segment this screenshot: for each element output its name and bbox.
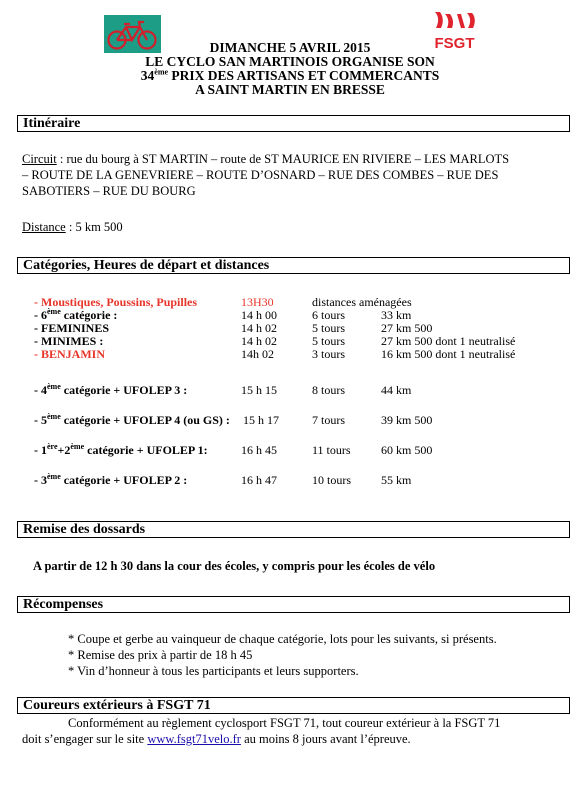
section-dossards: Remise des dossards bbox=[17, 521, 570, 538]
list-item: * Vin d’honneur à tous les participants et leurs supporters. bbox=[68, 664, 359, 678]
recompenses-list bbox=[68, 631, 497, 679]
section-recompenses: Récompenses bbox=[17, 596, 570, 613]
fsgt71-website-link[interactable]: www.fsgt71velo.fr bbox=[147, 732, 241, 746]
distance-text: Distance : 5 km 500 bbox=[22, 220, 123, 234]
header-date: DIMANCHE 5 AVRIL 2015 bbox=[209, 40, 371, 55]
fsgt-logo-text: FSGT bbox=[434, 35, 475, 52]
section-categories: Catégories, Heures de départ et distances bbox=[17, 257, 570, 274]
section-itineraire: Itinéraire bbox=[17, 115, 570, 132]
header-prix: 34ème PRIX DES ARTISANS ET COMMERCANTS bbox=[140, 67, 440, 83]
dossards-text: A partir de 12 h 30 dans la cour des écoles, y compris pour les écoles de vélo bbox=[33, 559, 436, 573]
list-item: * Remise des prix à partir de 18 h 45 bbox=[68, 648, 253, 662]
header-location: A SAINT MARTIN EN BRESSE bbox=[195, 82, 385, 97]
circuit-text: Circuit : rue du bourg à ST MARTIN – route de ST MAURICE EN RIVIERE – LES MARLOTS – ROUTE DE LA GENEVRIERE – ROUTE D’OSNARD – RUE DES COMBES – RUE DES SABOTIERS – RUE DU BOURG bbox=[22, 152, 510, 198]
coureurs-text: Conformément au règlement cyclosport FSGT 71, tout coureur extérieur à la FSGT 71 doit s’engager sur le site www.fsgt71velo.fr au moins 8 jours avant l’épreuve. bbox=[22, 716, 501, 746]
list-item: * Coupe et gerbe au vainqueur de chaque catégorie, lots pour les suivants, si présents. bbox=[68, 632, 497, 646]
section-coureurs: Coureurs extérieurs à FSGT 71 bbox=[17, 697, 570, 714]
header-organiser: LE CYCLO SAN MARTINOIS ORGANISE SON bbox=[145, 54, 435, 69]
